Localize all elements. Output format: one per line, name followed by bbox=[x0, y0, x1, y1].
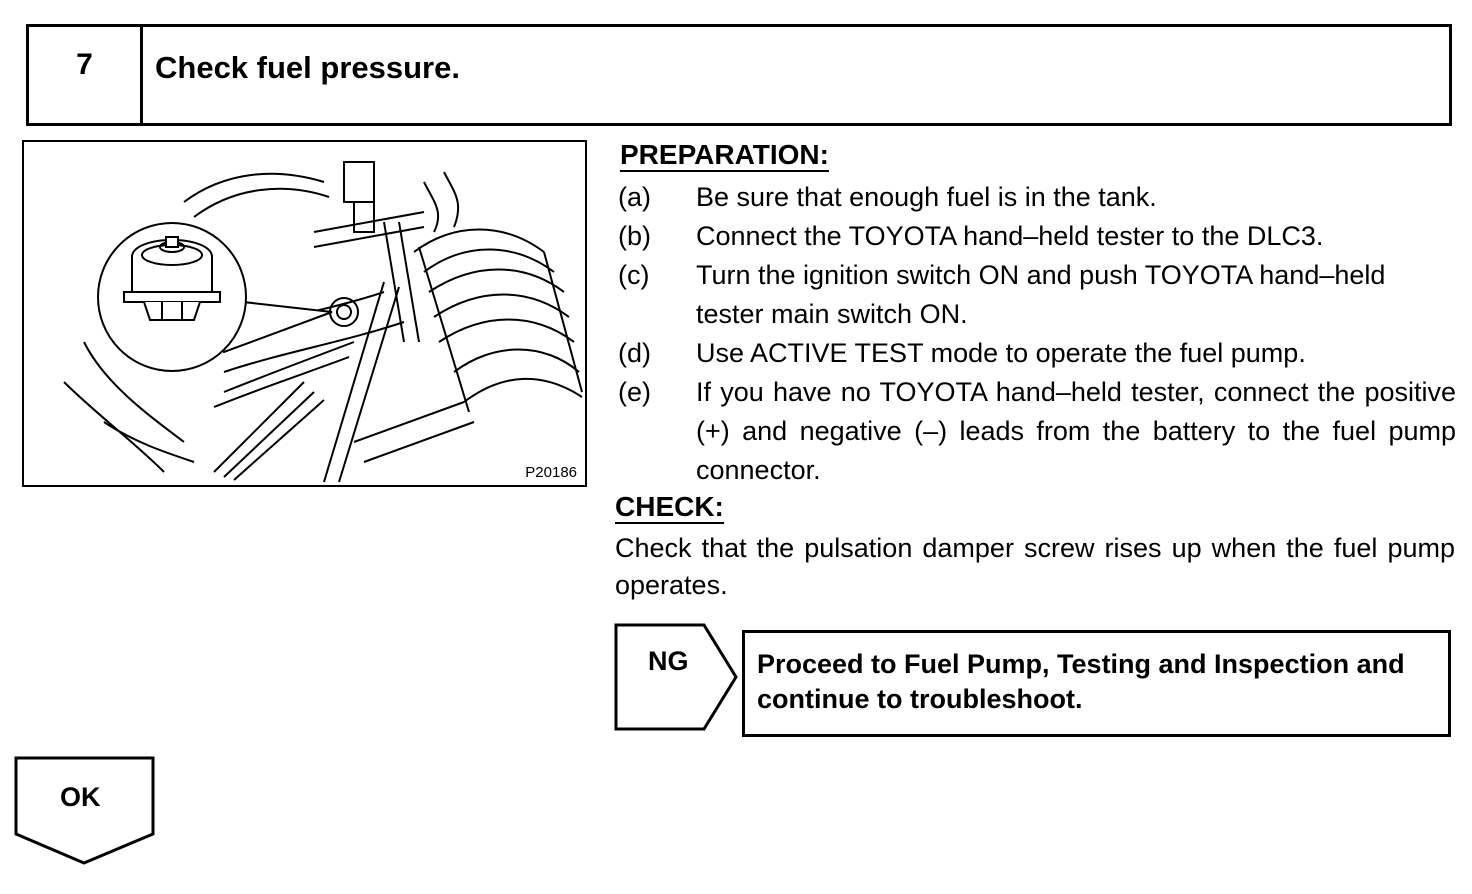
ok-label: OK bbox=[60, 782, 101, 812]
check-text: Check that the pulsation damper screw rises up when the fuel pump operates. bbox=[615, 533, 1455, 600]
figure-id: P20186 bbox=[525, 464, 577, 481]
preparation-item-letter: (a) bbox=[618, 182, 651, 212]
preparation-item-letter: (c) bbox=[618, 260, 650, 290]
preparation-item-text: Use ACTIVE TEST mode to operate the fuel pump. bbox=[696, 338, 1306, 368]
preparation-item-letter: (b) bbox=[618, 221, 651, 251]
preparation-heading: PREPARATION: bbox=[620, 139, 829, 170]
step-number: 7 bbox=[29, 27, 143, 123]
check-heading: CHECK: bbox=[615, 491, 724, 522]
ng-label: NG bbox=[648, 646, 689, 676]
preparation-item-e bbox=[618, 373, 1456, 490]
pulsation-damper-illustration bbox=[22, 140, 587, 487]
preparation-item-text: Turn the ignition switch ON and push TOYOTA hand–held tester main switch ON. bbox=[696, 260, 1386, 329]
preparation-item-letter: (d) bbox=[618, 338, 651, 368]
step-title: Check fuel pressure. bbox=[155, 50, 460, 85]
preparation-item-c bbox=[618, 256, 1456, 334]
preparation-item-d bbox=[618, 334, 1456, 373]
preparation-item-text: If you have no TOYOTA hand–held tester, connect the positive (+) and negative (–) leads from the battery to the fuel pump connector. bbox=[696, 377, 1456, 485]
preparation-item-text: Connect the TOYOTA hand–held tester to the DLC3. bbox=[696, 221, 1324, 251]
step-header bbox=[26, 24, 1452, 126]
preparation-item-text: Be sure that enough fuel is in the tank. bbox=[696, 182, 1157, 212]
preparation-item-letter: (e) bbox=[618, 377, 651, 407]
ng-arrow-shape bbox=[614, 623, 740, 731]
engine-drawing bbox=[24, 142, 585, 485]
preparation-item-b bbox=[618, 217, 1456, 256]
preparation-item-a bbox=[618, 178, 1456, 217]
ng-action-box: Proceed to Fuel Pump, Testing and Inspection and continue to troubleshoot. bbox=[742, 630, 1451, 737]
preparation-list bbox=[618, 178, 1456, 490]
